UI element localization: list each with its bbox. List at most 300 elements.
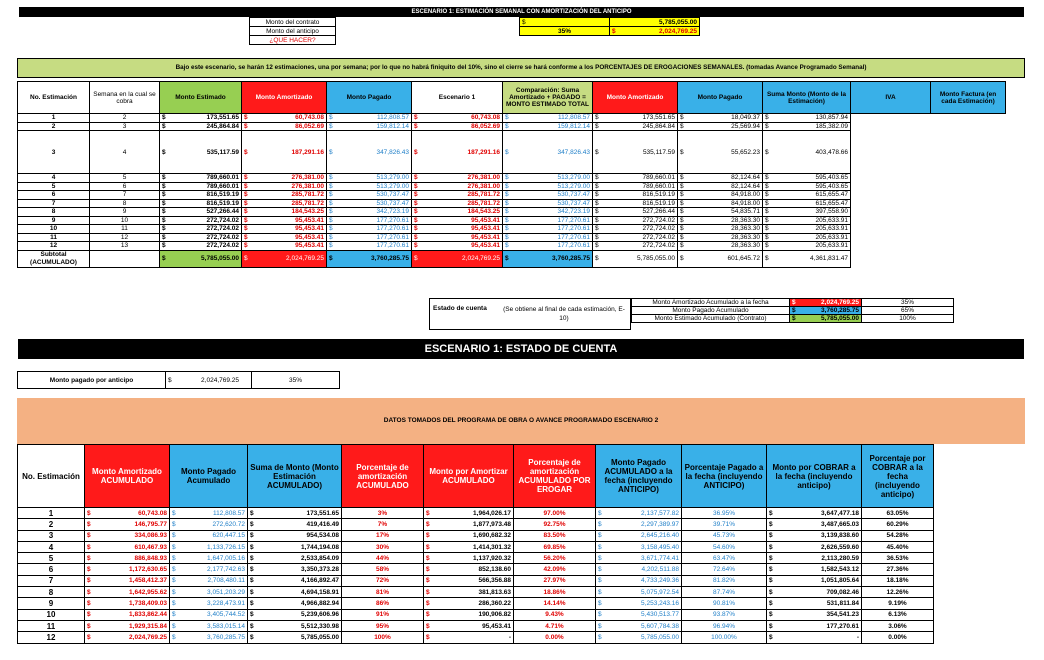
row-no: 11	[18, 620, 85, 631]
row-amortizado: $ 276,381.00	[242, 174, 327, 183]
hdr-estimado: Monto Estimado	[160, 82, 242, 114]
anticipo-pct: 35%	[520, 27, 610, 36]
row-pct-cobrar: 45.40%	[862, 541, 934, 552]
row-suma: $ 789,660.01	[593, 174, 678, 183]
row-pag-acum: $ 3,405,744.52	[170, 609, 248, 620]
row-pag-acum: $ 3,760,285.75	[170, 632, 248, 643]
row-pct-amo: 7%	[342, 519, 424, 530]
row-no: 9	[18, 598, 85, 609]
row-iva: $ 28,363.30	[678, 233, 763, 242]
row-por-amortizar: $ 286,360.22	[424, 598, 514, 609]
row-pag-fecha: $ 5,075,972.54	[596, 587, 682, 598]
row-amortizado: $ 276,381.00	[242, 182, 327, 191]
row-suma-acum: $ 4,966,882.94	[248, 598, 342, 609]
contract-info	[249, 17, 336, 45]
row-amortizado-2: $ 95,453.41	[412, 242, 503, 251]
anticipo-box: Monto pagado por anticipo $ 2,024,769.25 35%	[17, 371, 340, 389]
row-no: 7	[18, 199, 90, 208]
table-row	[18, 587, 934, 598]
row-por-amortizar: $ 1,690,682.32	[424, 530, 514, 541]
row-pct-por-erogar: 42.09%	[514, 564, 596, 575]
row-amo-acum: $ 1,458,412.37	[85, 575, 170, 586]
row-pct-cobrar: 18.18%	[862, 575, 934, 586]
row-por-amortizar: $ 1,877,973.48	[424, 519, 514, 530]
estado-row-value: $ 2,024,769.25	[790, 299, 862, 307]
subtotal-pagado: $ 3,760,285.75	[327, 250, 412, 267]
row-iva: $ 28,363.30	[678, 216, 763, 225]
row-pagado: $ 513,279.00	[327, 182, 412, 191]
row-no: 2	[18, 519, 85, 530]
row-pct-por-erogar: 27.97%	[514, 575, 596, 586]
table-row	[18, 508, 934, 519]
row-amortizado-2: $ 285,781.72	[412, 199, 503, 208]
row-estimado: $ 535,117.59	[160, 131, 242, 174]
row-pct-amo: 100%	[342, 632, 424, 643]
row-no: 1	[18, 508, 85, 519]
row-por-cobrar: $ 3,487,665.03	[767, 519, 862, 530]
row-suma: $ 173,551.65	[593, 114, 678, 123]
table-row	[18, 191, 1006, 200]
row-factura: $ 205,633.91	[763, 225, 851, 234]
row-pagado-2: $ 513,279.00	[503, 182, 593, 191]
row-pagado: $ 513,279.00	[327, 174, 412, 183]
datos-title: DATOS TOMADOS DEL PROGRAMA DE OBRA O AVANCE PROGRAMADO ESCENARIO 2	[17, 398, 1025, 444]
table-row	[18, 575, 934, 586]
row-amortizado-2: $ 86,052.69	[412, 122, 503, 131]
row-amo-acum: $ 334,086.93	[85, 530, 170, 541]
row-semana: 7	[90, 191, 160, 200]
row-pagado: $ 342,723.19	[327, 208, 412, 217]
row-pct-pag: 100.00%	[682, 632, 767, 643]
row-suma-acum: $ 5,239,606.96	[248, 609, 342, 620]
row-por-amortizar: $ 1,964,026.17	[424, 508, 514, 519]
hdr-pagado-2: Monto Pagado	[678, 82, 763, 114]
row-semana: 12	[90, 233, 160, 242]
row-pag-fecha: $ 3,158,495.40	[596, 541, 682, 552]
row-suma-acum: $ 419,416.49	[248, 519, 342, 530]
table-row	[18, 541, 934, 552]
estado-label: Estado de cuenta	[433, 305, 487, 312]
subtotal-amortizado-2: $ 2,024,769.25	[412, 250, 503, 267]
row-pct-por-erogar: 18.86%	[514, 587, 596, 598]
hdr-iva: IVA	[851, 82, 931, 114]
row-pct-por-erogar: 56.20%	[514, 553, 596, 564]
t2-hdr-suma: Suma de Monto (Monto Estimación ACUMULADO)	[248, 445, 342, 508]
row-pct-pag: 45.73%	[682, 530, 767, 541]
row-no: 6	[18, 191, 90, 200]
anticipo-box-label: Monto pagado por anticipo	[18, 372, 166, 389]
row-suma: $ 527,266.44	[593, 208, 678, 217]
row-suma: $ 816,519.19	[593, 199, 678, 208]
row-amortizado-2: $ 60,743.08	[412, 114, 503, 123]
table-row	[18, 199, 1006, 208]
estado-note: (Se obtiene al final de cada estimación, E-10)	[503, 306, 625, 322]
row-estimado: $ 816,519.19	[160, 191, 242, 200]
estado-row-label: Monto Estimado Acumulado (Contrato)	[632, 315, 790, 323]
row-pct-cobrar: 63.05%	[862, 508, 934, 519]
row-pct-pag: 39.71%	[682, 519, 767, 530]
row-amortizado: $ 187,291.16	[242, 131, 327, 174]
table-row	[18, 564, 934, 575]
table-row	[18, 182, 1006, 191]
row-suma-acum: $ 1,744,194.08	[248, 541, 342, 552]
table-row	[18, 122, 1006, 131]
row-suma: $ 272,724.02	[593, 242, 678, 251]
row-pagado: $ 112,808.57	[327, 114, 412, 123]
row-factura: $ 205,633.91	[763, 216, 851, 225]
row-no: 4	[18, 541, 85, 552]
subtotal-estimado: $ 5,785,055.00	[160, 250, 242, 267]
row-por-amortizar: $ 566,356.88	[424, 575, 514, 586]
row-pagado-2: $ 342,723.19	[503, 208, 593, 217]
row-amortizado: $ 95,453.41	[242, 233, 327, 242]
row-pct-pag: 93.87%	[682, 609, 767, 620]
row-pagado-2: $ 177,270.61	[503, 233, 593, 242]
contract-values: $ 5,785,055.00 35% $ 2,024,769.25	[519, 17, 700, 36]
t2-hdr-pct-por: Porcentaje de amortización ACUMULADO POR EROGAR	[514, 445, 596, 508]
table-row	[18, 208, 1006, 217]
t2-hdr-pct-cobrar: Porcentaje por COBRAR a la fecha (incluyendo anticipo)	[862, 445, 934, 508]
row-pag-acum: $ 2,177,742.63	[170, 564, 248, 575]
row-amortizado-2: $ 95,453.41	[412, 233, 503, 242]
row-factura: $ 205,633.91	[763, 233, 851, 242]
row-iva: $ 84,918.00	[678, 199, 763, 208]
t2-hdr-pag-fecha: Monto Pagado ACUMULADO a la fecha (incluyendo ANTICIPO)	[596, 445, 682, 508]
row-pct-amo: 30%	[342, 541, 424, 552]
row-amortizado-2: $ 95,453.41	[412, 216, 503, 225]
row-amortizado-2: $ 276,381.00	[412, 174, 503, 183]
row-pag-fecha: $ 2,297,389.97	[596, 519, 682, 530]
row-pct-pag: 63.47%	[682, 553, 767, 564]
row-por-cobrar: $ 1,051,805.64	[767, 575, 862, 586]
table-row	[18, 131, 1006, 174]
row-pagado: $ 530,737.47	[327, 191, 412, 200]
subtotal-factura: $ 4,361,831.47	[763, 250, 851, 267]
row-factura: $ 615,655.47	[763, 191, 851, 200]
row-amo-acum: $ 146,795.77	[85, 519, 170, 530]
row-pct-cobrar: 27.36%	[862, 564, 934, 575]
subtotal-pagado-2: $ 3,760,285.75	[503, 250, 593, 267]
row-factura: $ 130,857.94	[763, 114, 851, 123]
row-pag-acum: $ 1,647,005.16	[170, 553, 248, 564]
t2-hdr-por-cobrar: Monto por COBRAR a la fecha (incluyendo anticipo)	[767, 445, 862, 508]
row-pag-fecha: $ 2,645,216.40	[596, 530, 682, 541]
t2-hdr-pct-pag: Porcentaje Pagado a la fecha (incluyendo ANTICIPO)	[682, 445, 767, 508]
row-pct-pag: 72.64%	[682, 564, 767, 575]
row-pct-por-erogar: 92.75%	[514, 519, 596, 530]
row-no: 8	[18, 587, 85, 598]
row-semana: 8	[90, 199, 160, 208]
row-pct-cobrar: 54.28%	[862, 530, 934, 541]
row-estimado: $ 272,724.02	[160, 233, 242, 242]
row-pag-acum: $ 3,051,203.29	[170, 587, 248, 598]
row-iva: $ 18,049.37	[678, 114, 763, 123]
row-factura: $ 595,403.65	[763, 182, 851, 191]
row-factura: $ 615,655.47	[763, 199, 851, 208]
row-pagado-2: $ 177,270.61	[503, 225, 593, 234]
row-amortizado: $ 285,781.72	[242, 199, 327, 208]
row-no: 2	[18, 122, 90, 131]
subtotal-iva: $ 601,645.72	[678, 250, 763, 267]
row-pagado: $ 177,270.61	[327, 233, 412, 242]
row-pagado: $ 177,270.61	[327, 216, 412, 225]
row-suma: $ 245,864.84	[593, 122, 678, 131]
row-pct-amo: 91%	[342, 609, 424, 620]
row-factura: $ 397,558.90	[763, 208, 851, 217]
row-iva: $ 82,124.64	[678, 182, 763, 191]
row-amortizado-2: $ 285,781.72	[412, 191, 503, 200]
row-amo-acum: $ 60,743.08	[85, 508, 170, 519]
row-pagado: $ 159,812.14	[327, 122, 412, 131]
row-pag-fecha: $ 5,785,055.00	[596, 632, 682, 643]
row-pagado-2: $ 177,270.61	[503, 242, 593, 251]
row-amortizado-2: $ 95,453.41	[412, 225, 503, 234]
row-amortizado: $ 95,453.41	[242, 216, 327, 225]
row-factura: $ 205,633.91	[763, 242, 851, 251]
row-iva: $ 55,652.23	[678, 131, 763, 174]
estado-table	[631, 298, 954, 323]
row-por-cobrar: $ 354,541.23	[767, 609, 862, 620]
anticipo-box-pct: 35%	[252, 372, 340, 389]
row-pct-pag: 90.81%	[682, 598, 767, 609]
row-pagado-2: $ 530,737.47	[503, 191, 593, 200]
table-row	[18, 553, 934, 564]
subtotal-empty	[90, 250, 160, 267]
row-estimado: $ 789,660.01	[160, 182, 242, 191]
row-estimado: $ 272,724.02	[160, 225, 242, 234]
row-amo-acum: $ 610,467.93	[85, 541, 170, 552]
row-amortizado-2: $ 276,381.00	[412, 182, 503, 191]
estado-row-value: $ 3,760,285.75	[790, 307, 862, 315]
row-pag-acum: $ 1,133,726.15	[170, 541, 248, 552]
row-suma-acum: $ 3,350,373.28	[248, 564, 342, 575]
row-iva: $ 25,569.94	[678, 122, 763, 131]
row-no: 3	[18, 131, 90, 174]
estado-row-pct: 65%	[862, 307, 954, 315]
row-pagado: $ 177,270.61	[327, 225, 412, 234]
row-pct-amo: 3%	[342, 508, 424, 519]
row-pag-fecha: $ 4,202,511.88	[596, 564, 682, 575]
row-pagado-2: $ 347,826.43	[503, 131, 593, 174]
row-no: 4	[18, 174, 90, 183]
row-amo-acum: $ 886,848.93	[85, 553, 170, 564]
row-factura: $ 185,382.09	[763, 122, 851, 131]
row-pct-pag: 87.74%	[682, 587, 767, 598]
row-amo-acum: $ 2,024,769.25	[85, 632, 170, 643]
row-suma: $ 272,724.02	[593, 216, 678, 225]
row-por-cobrar: $ 2,113,280.59	[767, 553, 862, 564]
row-no: 5	[18, 553, 85, 564]
row-amortizado-2: $ 184,543.25	[412, 208, 503, 217]
row-no: 9	[18, 216, 90, 225]
row-estimado: $ 272,724.02	[160, 242, 242, 251]
row-no: 12	[18, 242, 90, 251]
row-amo-acum: $ 1,172,630.65	[85, 564, 170, 575]
table-row	[18, 225, 1006, 234]
row-pagado-2: $ 159,812.14	[503, 122, 593, 131]
row-pag-fecha: $ 3,671,774.41	[596, 553, 682, 564]
hdr-amortizado-2: Monto Amortizado	[593, 82, 678, 114]
row-estimado: $ 816,519.19	[160, 199, 242, 208]
row-por-cobrar: $ 2,626,559.60	[767, 541, 862, 552]
estado-title: ESCENARIO 1: ESTADO DE CUENTA	[18, 339, 1024, 359]
row-pct-amo: 95%	[342, 620, 424, 631]
row-pct-pag: 54.60%	[682, 541, 767, 552]
row-pct-por-erogar: 0.00%	[514, 632, 596, 643]
row-factura: $ 403,478.66	[763, 131, 851, 174]
row-pct-cobrar: 6.13%	[862, 609, 934, 620]
t2-hdr-pag: Monto Pagado Acumulado	[170, 445, 248, 508]
hdr-factura: Monto Factura (en cada Estimación)	[931, 82, 1006, 114]
row-pct-cobrar: 9.19%	[862, 598, 934, 609]
row-semana: 3	[90, 122, 160, 131]
row-pagado-2: $ 530,737.47	[503, 199, 593, 208]
row-pct-pag: 96.94%	[682, 620, 767, 631]
row-suma: $ 789,660.01	[593, 182, 678, 191]
row-por-amortizar: $ 1,137,920.32	[424, 553, 514, 564]
row-amortizado: $ 184,543.25	[242, 208, 327, 217]
row-por-cobrar: $ 3,139,838.60	[767, 530, 862, 541]
row-pct-por-erogar: 83.50%	[514, 530, 596, 541]
scenario-banner: ESCENARIO 1: ESTIMACIÓN SEMANAL CON AMORTIZACIÓN DEL ANTICIPO	[19, 7, 1024, 17]
subtotal-amortizado: $ 2,024,769.25	[242, 250, 327, 267]
t2-hdr-pct-amo: Porcentaje de amortización ACUMULADO	[342, 445, 424, 508]
row-semana: 4	[90, 131, 160, 174]
estado-row-pct: 35%	[862, 299, 954, 307]
row-pag-fecha: $ 2,137,577.82	[596, 508, 682, 519]
t2-hdr-no: No. Estimación	[18, 445, 85, 508]
subtotal-row	[18, 250, 1006, 267]
row-amortizado: $ 285,781.72	[242, 191, 327, 200]
row-estimado: $ 245,864.84	[160, 122, 242, 131]
row-estimado: $ 789,660.01	[160, 174, 242, 183]
row-pct-amo: 72%	[342, 575, 424, 586]
estado-row	[632, 307, 954, 315]
row-suma: $ 272,724.02	[593, 225, 678, 234]
row-amortizado: $ 95,453.41	[242, 225, 327, 234]
row-por-amortizar: $ 95,453.41	[424, 620, 514, 631]
row-no: 8	[18, 208, 90, 217]
row-pct-por-erogar: 4.71%	[514, 620, 596, 631]
row-semana: 11	[90, 225, 160, 234]
row-pct-cobrar: 0.00%	[862, 632, 934, 643]
row-pag-acum: $ 112,808.57	[170, 508, 248, 519]
row-suma-acum: $ 5,785,055.00	[248, 632, 342, 643]
table-row	[18, 242, 1006, 251]
contrato-label: Monto del contrato	[250, 18, 336, 27]
table-row	[18, 216, 1006, 225]
scenario-note: Bajo este escenario, se harán 12 estimaciones, una por semana; por lo que no habrá finiquito del 10%, sino el cierre se hará conforme a los PORCENTAJES DE EROGACIONES SEMANALES. (tomadas Avance Programado Semanal)	[17, 58, 1025, 78]
table-row	[18, 609, 934, 620]
table-row	[18, 632, 934, 643]
hdr-comparacion: Comparación: Suma Amortizado + PAGADO = MONTO ESTIMADO TOTAL	[503, 82, 593, 114]
row-amortizado: $ 86,052.69	[242, 122, 327, 131]
row-pag-fecha: $ 5,607,784.38	[596, 620, 682, 631]
subtotal-label: Subtotal (ACUMULADO)	[18, 250, 90, 267]
row-no: 7	[18, 575, 85, 586]
row-semana: 2	[90, 114, 160, 123]
row-pag-acum: $ 272,620.72	[170, 519, 248, 530]
row-pag-acum: $ 620,447.15	[170, 530, 248, 541]
row-por-cobrar: $ 709,082.46	[767, 587, 862, 598]
hdr-no: No. Estimación	[18, 82, 90, 114]
estado-row-label: Monto Amortizado Acumulado a la fecha	[632, 299, 790, 307]
table-row	[18, 598, 934, 609]
row-suma-acum: $ 954,534.08	[248, 530, 342, 541]
row-no: 11	[18, 233, 90, 242]
row-amo-acum: $ 1,929,315.84	[85, 620, 170, 631]
row-por-cobrar: $ 3,647,477.18	[767, 508, 862, 519]
row-semana: 5	[90, 174, 160, 183]
row-suma-acum: $ 4,166,892.47	[248, 575, 342, 586]
row-pag-fecha: $ 4,733,249.36	[596, 575, 682, 586]
anticipo-box-value: 2,024,769.25	[201, 376, 239, 384]
row-amortizado-2: $ 187,291.16	[412, 131, 503, 174]
row-estimado: $ 272,724.02	[160, 216, 242, 225]
row-pagado-2: $ 513,279.00	[503, 174, 593, 183]
row-no: 10	[18, 609, 85, 620]
row-por-amortizar: $ -	[424, 632, 514, 643]
row-pag-acum: $ 2,708,480.11	[170, 575, 248, 586]
hdr-pagado: Monto Pagado	[327, 82, 412, 114]
hdr-semana: Semana en la cual se cobra	[90, 82, 160, 114]
row-amo-acum: $ 1,642,955.62	[85, 587, 170, 598]
row-pag-fecha: $ 5,430,513.77	[596, 609, 682, 620]
t2-hdr-amo: Monto Amortizado ACUMULADO	[85, 445, 170, 508]
row-semana: 9	[90, 208, 160, 217]
hdr-amortizado: Monto Amortizado	[242, 82, 327, 114]
row-suma: $ 535,117.59	[593, 131, 678, 174]
estado-row-value: $ 5,785,055.00	[790, 315, 862, 323]
row-pct-pag: 81.82%	[682, 575, 767, 586]
row-no: 10	[18, 225, 90, 234]
row-pagado: $ 530,737.47	[327, 199, 412, 208]
row-iva: $ 54,835.71	[678, 208, 763, 217]
row-iva: $ 28,363.30	[678, 225, 763, 234]
row-pct-por-erogar: 9.43%	[514, 609, 596, 620]
row-iva: $ 82,124.64	[678, 174, 763, 183]
row-suma: $ 816,519.19	[593, 191, 678, 200]
table-row	[18, 174, 1006, 183]
row-pct-por-erogar: 69.85%	[514, 541, 596, 552]
row-pct-por-erogar: 14.14%	[514, 598, 596, 609]
table-row	[18, 530, 934, 541]
row-semana: 10	[90, 216, 160, 225]
row-por-cobrar: $ 1,582,543.12	[767, 564, 862, 575]
row-por-amortizar: $ 381,813.63	[424, 587, 514, 598]
row-iva: $ 84,918.00	[678, 191, 763, 200]
anticipo-value: 2,024,769.25	[659, 27, 697, 35]
row-pct-por-erogar: 97.00%	[514, 508, 596, 519]
row-amo-acum: $ 1,738,409.03	[85, 598, 170, 609]
hdr-suma: Suma Monto (Monto de la Estimación)	[763, 82, 851, 114]
row-amortizado: $ 95,453.41	[242, 242, 327, 251]
row-pag-acum: $ 3,583,015.14	[170, 620, 248, 631]
row-pagado-2: $ 177,270.61	[503, 216, 593, 225]
subtotal-suma: $ 5,785,055.00	[593, 250, 678, 267]
table-row	[18, 233, 1006, 242]
estado-box	[429, 298, 631, 330]
row-pct-cobrar: 3.06%	[862, 620, 934, 631]
row-estimado: $ 527,266.44	[160, 208, 242, 217]
row-pct-pag: 36.95%	[682, 508, 767, 519]
estado-row	[632, 315, 954, 323]
row-amo-acum: $ 1,833,862.44	[85, 609, 170, 620]
row-por-amortizar: $ 852,138.60	[424, 564, 514, 575]
row-por-amortizar: $ 190,906.82	[424, 609, 514, 620]
row-suma-acum: $ 5,512,330.98	[248, 620, 342, 631]
row-pct-amo: 81%	[342, 587, 424, 598]
